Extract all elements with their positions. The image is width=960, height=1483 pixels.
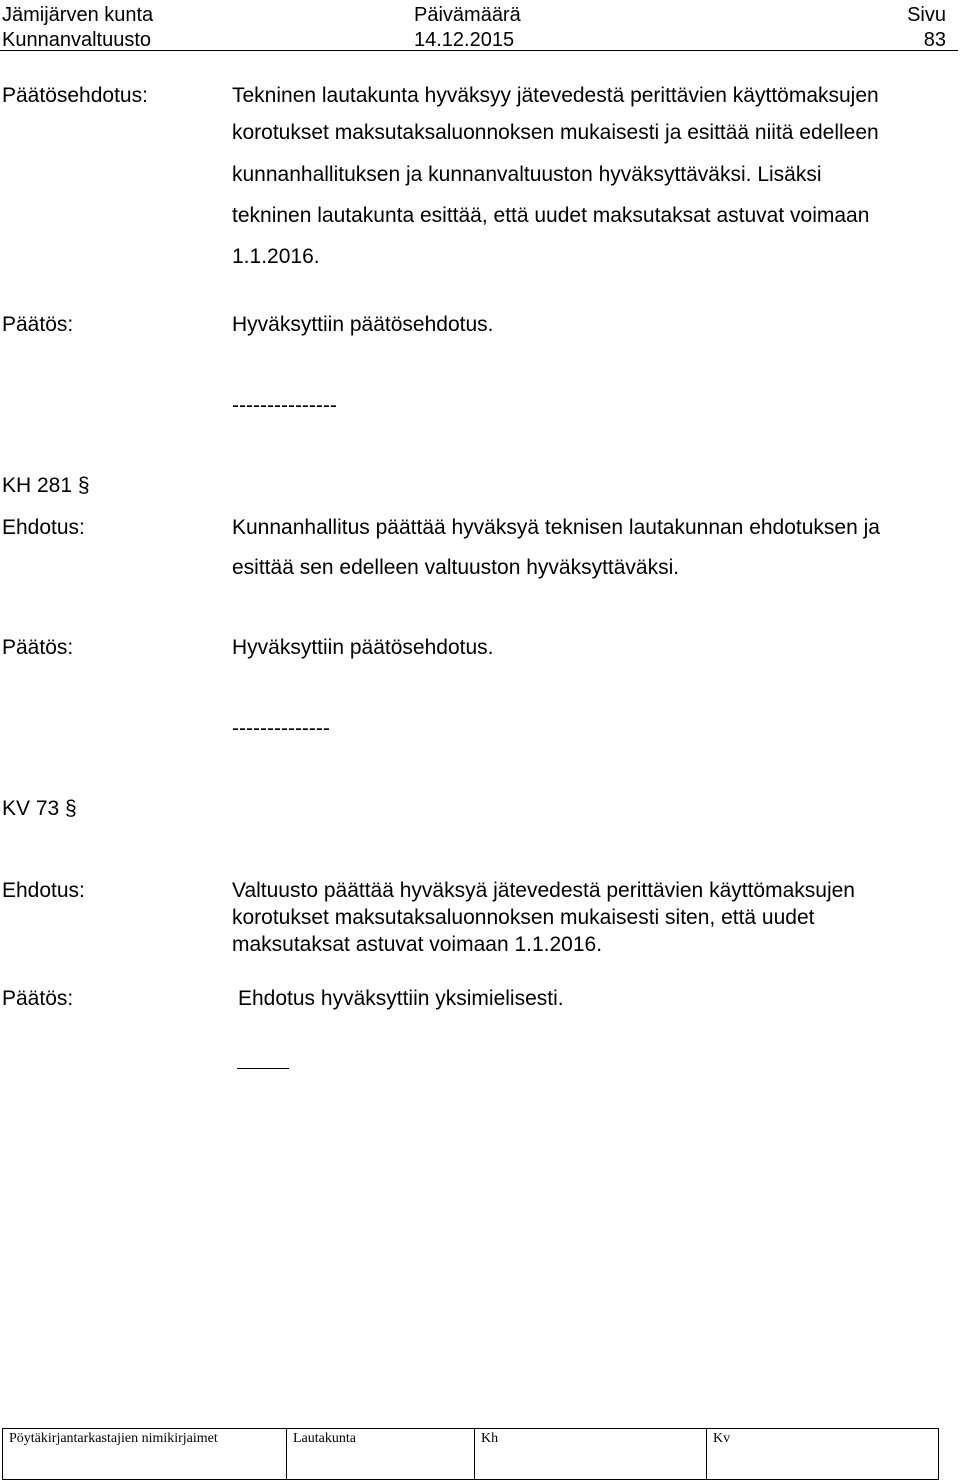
- initials-cell-board: Lautakunta: [287, 1429, 475, 1480]
- initials-cell-kv: Kv: [707, 1429, 939, 1480]
- proposal-line: Tekninen lautakunta hyväksyy jätevedestä perittävien käyttömaksujen: [232, 84, 879, 107]
- initials-cell-reviewers: Pöytäkirjantarkastajien nimikirjaimet: [3, 1429, 287, 1480]
- decision-label: Päätös:: [2, 987, 74, 1010]
- proposal-line: tekninen lautakunta esittää, että uudet maksutaksat astuvat voimaan: [232, 204, 870, 227]
- date-label: Päivämäärä: [414, 4, 521, 26]
- end-rule: [237, 1068, 289, 1069]
- decision-text: Hyväksyttiin päätösehdotus.: [232, 313, 494, 336]
- decision-text: Ehdotus hyväksyttiin yksimielisesti.: [238, 987, 564, 1010]
- decision-label: Päätös:: [2, 313, 74, 336]
- page-label: Sivu: [907, 4, 946, 26]
- header-rule: [0, 50, 958, 51]
- proposal-line: kunnanhallituksen ja kunnanvaltuuston hyväksyttäväksi. Lisäksi: [232, 163, 822, 186]
- proposal-line: esittää sen edelleen valtuuston hyväksyttäväksi.: [232, 556, 680, 579]
- proposal-label: Päätösehdotus:: [2, 84, 148, 107]
- proposal-line: Kunnanhallitus päättää hyväksyä teknisen lautakunnan ehdotuksen ja: [232, 516, 880, 539]
- meeting-date: 14.12.2015: [414, 29, 515, 51]
- proposal-label: Ehdotus:: [2, 516, 85, 539]
- decision-text: Hyväksyttiin päätösehdotus.: [232, 636, 494, 659]
- initials-cell-kh: Kh: [475, 1429, 707, 1480]
- council-name: Kunnanvaltuusto: [2, 29, 152, 51]
- proposal-line: maksutaksat astuvat voimaan 1.1.2016.: [232, 933, 603, 956]
- proposal-label: Ehdotus:: [2, 879, 85, 902]
- page-number: 83: [923, 29, 946, 51]
- section-reference: KV 73 §: [2, 797, 77, 820]
- section-reference: KH 281 §: [2, 474, 90, 497]
- proposal-line: Valtuusto päättää hyväksyä jätevedestä perittävien käyttömaksujen: [232, 879, 855, 902]
- initials-table: [2, 1428, 939, 1480]
- proposal-line: korotukset maksutaksaluonnoksen mukaisesti ja esittää niitä edelleen: [232, 121, 879, 144]
- initials-row: [3, 1429, 939, 1480]
- municipality-name: Jämijärven kunta: [2, 4, 154, 26]
- proposal-line: korotukset maksutaksaluonnoksen mukaisesti siten, että uudet: [232, 906, 815, 929]
- section-separator: ---------------: [232, 394, 337, 417]
- proposal-line: 1.1.2016.: [232, 245, 320, 268]
- section-separator: --------------: [232, 717, 330, 740]
- decision-label: Päätös:: [2, 636, 74, 659]
